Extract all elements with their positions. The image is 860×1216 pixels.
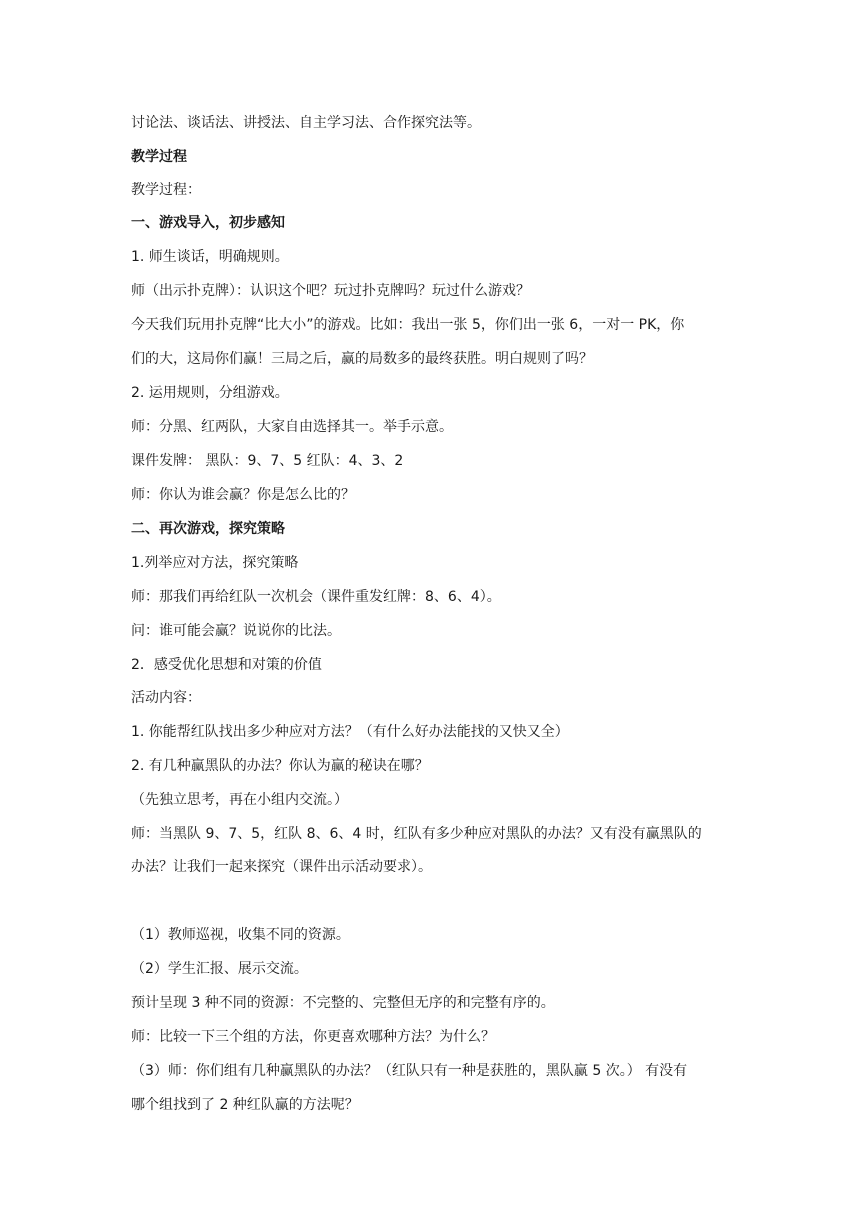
text-line: （3）师：你们组有几种赢黑队的办法？（红队只有一种是获胜的，黑队赢 5 次。） 有没有 xyxy=(131,1063,688,1079)
text-line: 办法？让我们一起来探究（课件出示活动要求）。 xyxy=(131,859,432,875)
text-line-methods: 讨论法、谈话法、讲授法、自主学习法、合作探究法等。 xyxy=(131,115,481,131)
text-line: 预计呈现 3 种不同的资源：不完整的、完整但无序的和完整有序的。 xyxy=(131,995,555,1011)
text-line: （2）学生汇报、展示交流。 xyxy=(131,961,308,977)
text-line: （先独立思考，再在小组内交流。） xyxy=(131,792,348,808)
text-line: 2．感受优化思想和对策的价值 xyxy=(131,657,322,673)
section-heading-teaching-process: 教学过程 xyxy=(131,149,187,165)
text-line: 1. 你能帮红队找出多少种应对方法？（有什么好办法能找的又快又全） xyxy=(131,724,569,740)
text-line: 2. 运用规则，分组游戏。 xyxy=(131,385,289,401)
text-line: 1.列举应对方法，探究策略 xyxy=(131,555,299,571)
text-line: 师（出示扑克牌）：认识这个吧？玩过扑克牌吗？玩过什么游戏？ xyxy=(131,283,530,299)
text-line: 2. 有几种赢黑队的办法？你认为赢的秘诀在哪？ xyxy=(131,758,429,774)
section-heading-part-two: 二、再次游戏，探究策略 xyxy=(131,521,285,537)
text-line: 师：你认为谁会赢？你是怎么比的？ xyxy=(131,487,355,503)
text-line-teaching-process-label: 教学过程： xyxy=(131,182,201,198)
section-heading-part-one: 一、游戏导入，初步感知 xyxy=(131,215,285,231)
text-line: 活动内容： xyxy=(131,690,201,706)
text-line: 师：分黑、红两队，大家自由选择其一。举手示意。 xyxy=(131,419,453,435)
text-line: 们的大，这局你们赢！三局之后，赢的局数多的最终获胜。明白规则了吗？ xyxy=(131,351,593,367)
text-line: 课件发牌： 黑队：9、7、5 红队：4、3、2 xyxy=(131,453,404,469)
text-line: 1. 师生谈话，明确规则。 xyxy=(131,249,289,265)
text-line: 哪个组找到了 2 种红队赢的方法呢？ xyxy=(131,1097,359,1113)
text-line: 问：谁可能会赢？说说你的比法。 xyxy=(131,623,341,639)
text-line: 师：比较一下三个组的方法，你更喜欢哪种方法？为什么？ xyxy=(131,1029,495,1045)
text-line: （1）教师巡视，收集不同的资源。 xyxy=(131,927,350,943)
text-line: 今天我们玩用扑克牌“比大小”的游戏。比如：我出一张 5，你们出一张 6，一对一 PK，你 xyxy=(131,317,685,333)
text-line: 师：那我们再给红队一次机会（课件重发红牌：8、6、4）。 xyxy=(131,589,501,605)
text-line: 师：当黑队 9、7、5，红队 8、6、4 时，红队有多少种应对黑队的办法？又有没有赢黑队的 xyxy=(131,826,702,842)
